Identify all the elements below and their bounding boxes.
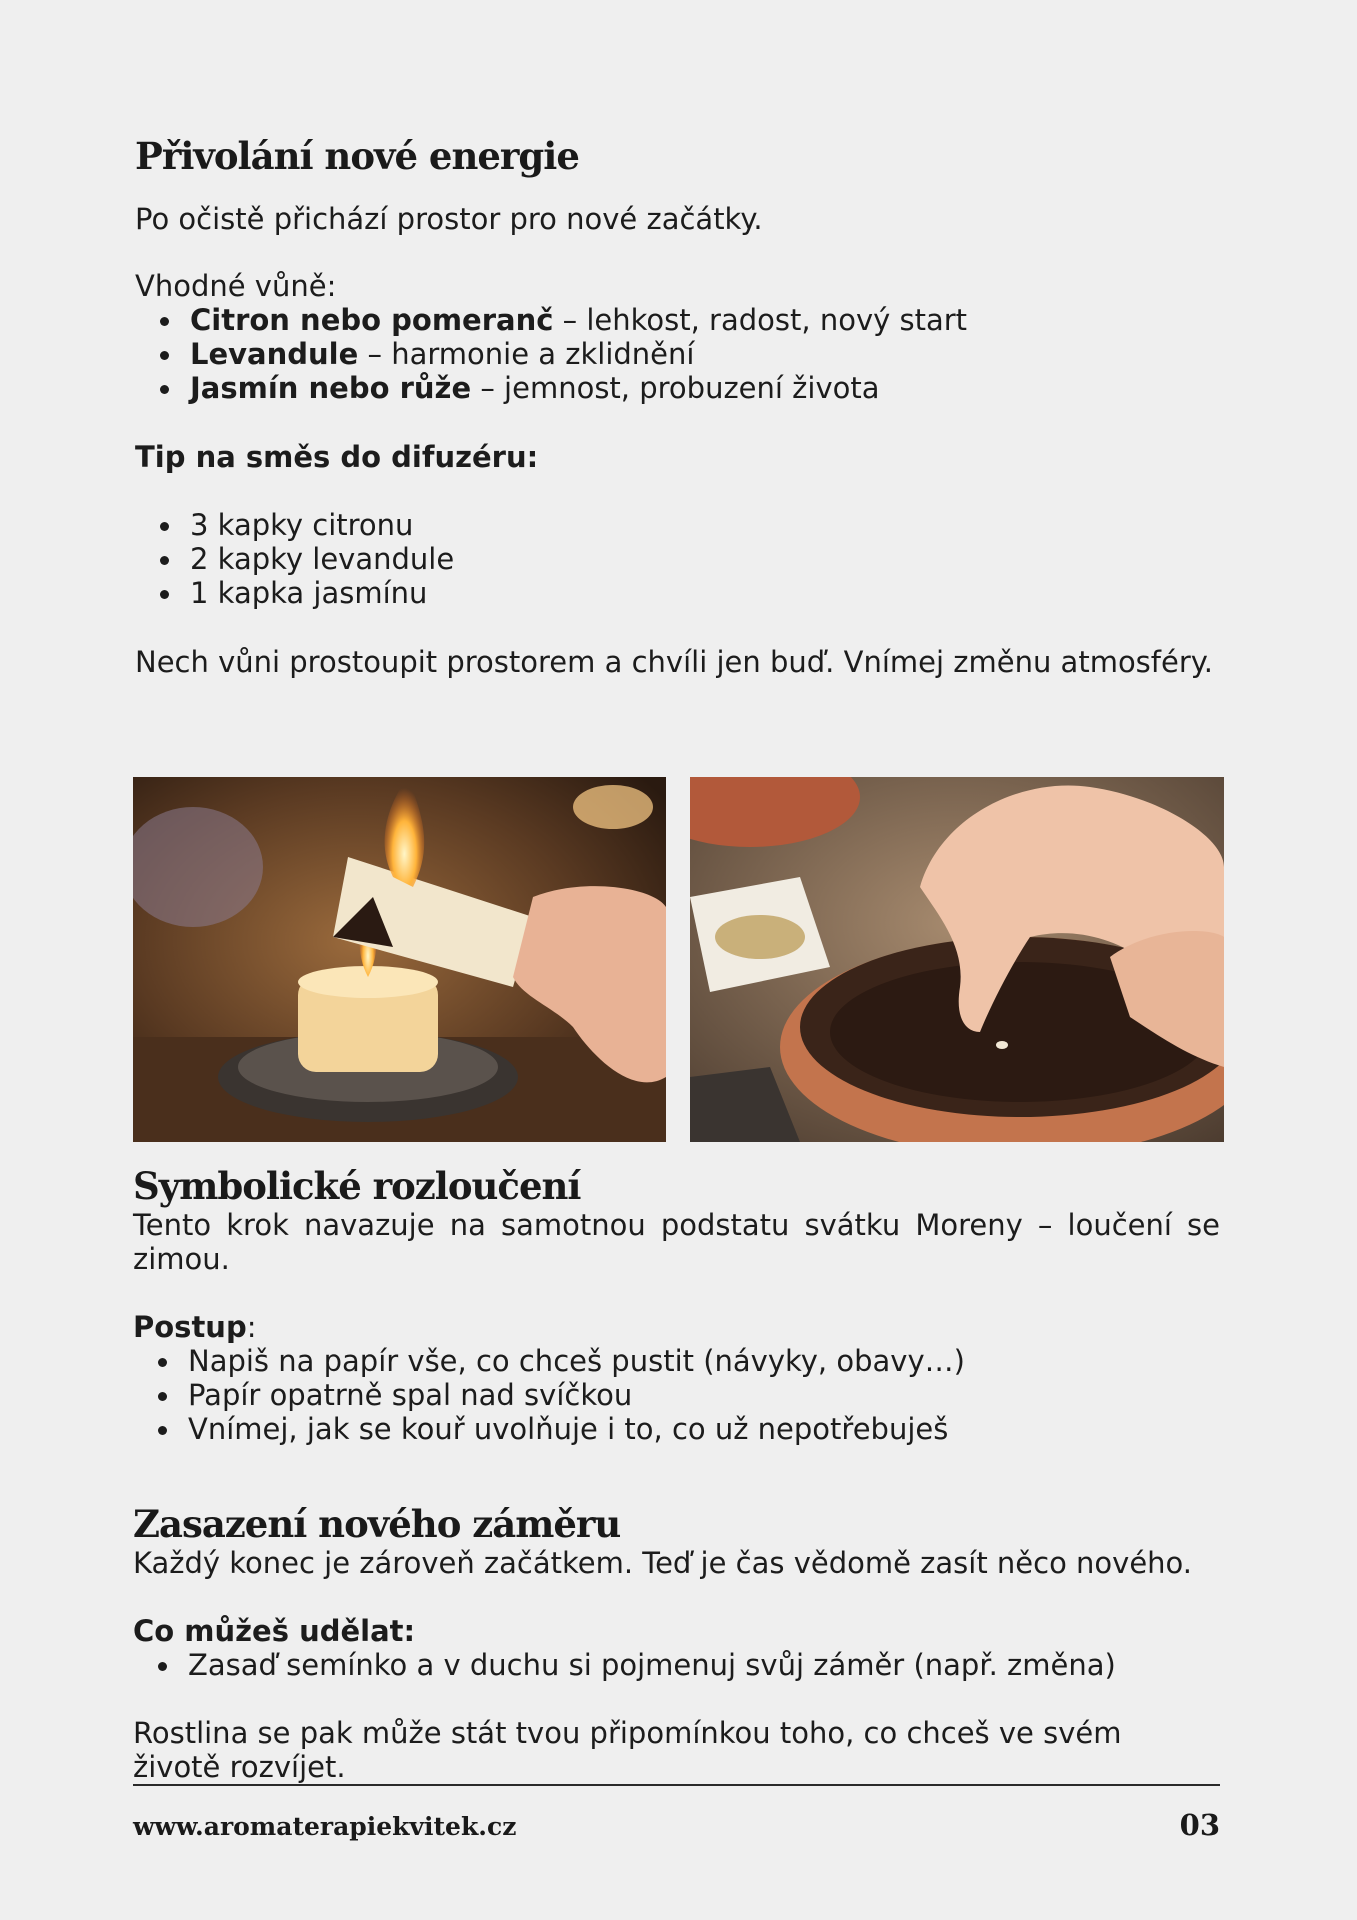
section-intro: Po očistě přichází prostor pro nové začátky. — [135, 202, 763, 236]
steps-label: Postup: — [133, 1310, 257, 1344]
section-title-new-energy: Přivolání nové energie — [135, 134, 579, 178]
scents-label: Vhodné vůně: — [135, 269, 337, 303]
section-title-symbolic-farewell: Symbolické rozloučení — [133, 1164, 581, 1208]
scents-list — [135, 303, 967, 405]
actions-label: Co můžeš udělat: — [133, 1614, 416, 1648]
burning-paper-photo — [133, 777, 666, 1142]
page-number: 03 — [1179, 1808, 1220, 1842]
list-item: Vnímej, jak se kouř uvolňuje i to, co už nepotřebuješ — [133, 1412, 965, 1446]
section-closing: Rostlina se pak může stát tvou připomínkou toho, co chceš ve svém životě rozvíjet. — [133, 1716, 1122, 1784]
list-item: 2 kapky levandule — [135, 542, 454, 576]
steps-list — [133, 1344, 965, 1446]
section-closing: Nech vůni prostoupit prostorem a chvíli jen buď. Vnímej změnu atmosféry. — [135, 645, 1214, 679]
section-intro: Každý konec je zároveň začátkem. Teď je čas vědomě zasít něco nového. — [133, 1546, 1192, 1580]
planting-seed-photo — [690, 777, 1224, 1142]
actions-list — [133, 1648, 1116, 1682]
list-item: 1 kapka jasmínu — [135, 576, 454, 610]
list-item: Levandule – harmonie a zklidnění — [135, 337, 967, 371]
list-item: Citron nebo pomeranč – lehkost, radost, nový start — [135, 303, 967, 337]
list-item: Papír opatrně spal nad svíčkou — [133, 1378, 965, 1412]
footer-website: www.aromaterapiekvitek.cz — [133, 1812, 517, 1841]
section-title-new-intention: Zasazení nového záměru — [133, 1502, 621, 1546]
blend-list — [135, 508, 454, 610]
blend-tip-label: Tip na směs do difuzéru: — [135, 440, 539, 474]
footer-divider — [133, 1784, 1220, 1786]
section-intro: Tento krok navazuje na samotnou podstatu svátku Moreny – loučení se zimou. — [133, 1208, 1220, 1276]
list-item: Jasmín nebo růže – jemnost, probuzení života — [135, 371, 967, 405]
list-item: 3 kapky citronu — [135, 508, 454, 542]
list-item: Zasaď semínko a v duchu si pojmenuj svůj záměr (např. změna) — [133, 1648, 1116, 1682]
list-item: Napiš na papír vše, co chceš pustit (návyky, obavy…) — [133, 1344, 965, 1378]
